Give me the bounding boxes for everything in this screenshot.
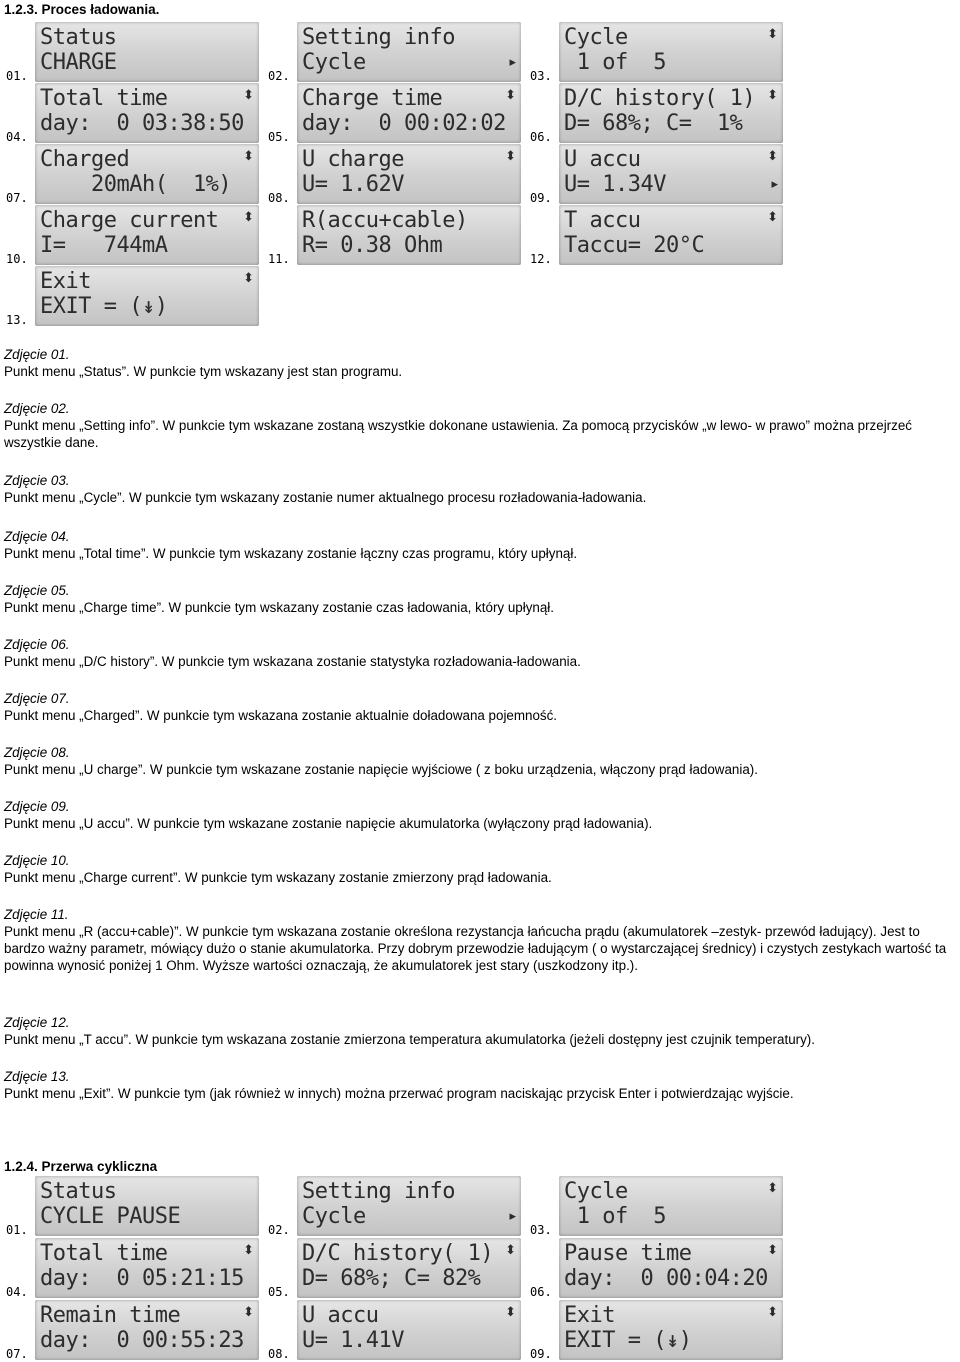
lcd-photo — [266, 22, 528, 84]
photo-description-text: Punkt menu „Status”. W punkcie tym wskazany jest stan programu. — [4, 364, 403, 379]
section-title-charging: 1.2.3. Proces ładowania. — [4, 2, 160, 17]
photo-description — [4, 346, 956, 380]
right-arrow-icon: ▸ — [771, 177, 778, 192]
photo-description — [4, 852, 956, 886]
lcd-line-2: U= 1.41V — [302, 1328, 404, 1353]
lcd-line-2: Cycle — [302, 50, 366, 75]
lcd-photo — [266, 1238, 528, 1300]
lcd-line-2: Taccu= 20°C — [564, 233, 705, 258]
lcd-photo — [4, 1238, 266, 1300]
photo-number: 05. — [268, 1285, 290, 1299]
lcd-photo — [528, 1238, 790, 1300]
photo-description — [4, 906, 956, 974]
lcd-photo — [4, 144, 266, 206]
lcd-display — [297, 205, 521, 265]
lcd-line-2: U= 1.62V — [302, 172, 404, 197]
photo-caption: Zdjęcie 01. — [4, 347, 70, 362]
photo-description-text: Punkt menu „Cycle”. W punkcie tym wskazany zostanie numer aktualnego procesu rozładowania-ładowania. — [4, 490, 647, 505]
lcd-line-2: CHARGE — [40, 50, 117, 75]
photo-caption: Zdjęcie 02. — [4, 401, 70, 416]
photo-number: 02. — [268, 69, 290, 83]
section-title-cycle-pause: 1.2.4. Przerwa cykliczna — [4, 1159, 158, 1174]
lcd-photo — [528, 1300, 790, 1362]
lcd-display — [559, 1238, 783, 1298]
photo-caption: Zdjęcie 08. — [4, 745, 70, 760]
updown-arrow-icon: ⬍ — [767, 1181, 778, 1196]
updown-arrow-icon: ⬍ — [243, 88, 254, 103]
lcd-line-1: Total time — [40, 86, 168, 111]
photo-description-text: Punkt menu „Charge time”. W punkcie tym wskazany zostanie czas ładowania, który upłynął. — [4, 600, 554, 615]
lcd-line-2: D= 68%; C= 1% — [564, 111, 743, 136]
lcd-display — [559, 1176, 783, 1236]
lcd-photo — [266, 144, 528, 206]
photo-caption: Zdjęcie 12. — [4, 1015, 70, 1030]
photo-caption: Zdjęcie 11. — [4, 907, 69, 922]
photo-description-text: Punkt menu „Total time”. W punkcie tym wskazany zostanie łączny czas programu, który upłynął. — [4, 546, 578, 561]
photo-description — [4, 472, 956, 506]
lcd-line-1: D/C history( 1) — [564, 86, 756, 111]
lcd-display — [35, 266, 259, 326]
lcd-line-1: U accu — [302, 1303, 379, 1328]
lcd-line-1: Cycle — [564, 1179, 628, 1204]
photo-number: 02. — [268, 1223, 290, 1237]
lcd-photo — [266, 1300, 528, 1362]
photo-number: 10. — [6, 252, 28, 266]
photo-number: 08. — [268, 191, 290, 205]
lcd-line-2: 1 of 5 — [564, 1204, 666, 1229]
lcd-line-2: R= 0.38 Ohm — [302, 233, 443, 258]
lcd-line-1: Status — [40, 25, 117, 50]
lcd-display — [35, 1176, 259, 1236]
lcd-line-1: T accu — [564, 208, 641, 233]
photo-number: 03. — [530, 69, 552, 83]
lcd-display — [559, 1300, 783, 1360]
lcd-display — [35, 22, 259, 82]
photo-description-text: Punkt menu „D/C history”. W punkcie tym wskazana zostanie statystyka rozładowania-ładowania. — [4, 654, 581, 669]
photo-description — [4, 1068, 956, 1102]
photo-description-text: Punkt menu „R (accu+cable)”. W punkcie tym wskazana zostanie określona rezystancja łańcucha prądu (akumulatorek –zestyk- przewód ładujący). Jest to bardzo ważny parametr, mówiący dużo o stanie akumulatorka. Przy dobrym przewodzie ładującym ( o wystarczającej średnicy) i czystych zestykach wartość ta powinna wynosić poniżej 1 Ohm. Wyższe wartości oznaczają, że akumulatorek jest stary (uszkodzony itp.). — [4, 924, 947, 973]
lcd-photo — [528, 205, 790, 267]
lcd-line-1: Status — [40, 1179, 117, 1204]
photo-number: 01. — [6, 69, 28, 83]
updown-arrow-icon: ⬍ — [767, 27, 778, 42]
lcd-line-1: U charge — [302, 147, 404, 172]
updown-arrow-icon: ⬍ — [505, 149, 516, 164]
photo-number: 07. — [6, 1347, 28, 1361]
lcd-line-1: Exit — [40, 269, 91, 294]
photo-description — [4, 798, 956, 832]
lcd-photo — [528, 22, 790, 84]
lcd-photo — [4, 1300, 266, 1362]
updown-arrow-icon: ⬍ — [243, 1305, 254, 1320]
photo-number: 06. — [530, 1285, 552, 1299]
photo-caption: Zdjęcie 13. — [4, 1069, 70, 1084]
lcd-line-1: Setting info — [302, 1179, 455, 1204]
lcd-line-2: day: 0 03:38:50 — [40, 111, 244, 136]
lcd-line-2: U= 1.34V — [564, 172, 666, 197]
lcd-photo — [4, 83, 266, 145]
lcd-line-2: day: 0 00:02:02 — [302, 111, 506, 136]
updown-arrow-icon: ⬍ — [243, 271, 254, 286]
right-arrow-icon: ▸ — [509, 55, 516, 70]
lcd-line-1: R(accu+cable) — [302, 208, 468, 233]
lcd-line-2: day: 0 00:55:23 — [40, 1328, 244, 1353]
lcd-photo — [4, 1176, 266, 1238]
lcd-display — [559, 22, 783, 82]
lcd-screens-grid-cycle-pause — [4, 1176, 788, 1360]
lcd-line-1: Setting info — [302, 25, 455, 50]
lcd-line-2: day: 0 00:04:20 — [564, 1266, 768, 1291]
photo-description-text: Punkt menu „Setting info”. W punkcie tym wskazane zostaną wszystkie dokonane ustawienia. Za pomocą przycisków „w lewo- w prawo” można przejrzeć wszystkie dane. — [4, 418, 912, 450]
lcd-display — [297, 83, 521, 143]
lcd-display — [35, 144, 259, 204]
lcd-line-2: 1 of 5 — [564, 50, 666, 75]
photo-caption: Zdjęcie 04. — [4, 529, 70, 544]
updown-arrow-icon: ⬍ — [243, 1243, 254, 1258]
updown-arrow-icon: ⬍ — [767, 1243, 778, 1258]
lcd-photo — [4, 205, 266, 267]
lcd-line-1: Charge time — [302, 86, 443, 111]
photo-description-text: Punkt menu „Exit”. W punkcie tym (jak również w innych) można przerwać program naciskając przycisk Enter i potwierdzając wyjście. — [4, 1086, 794, 1101]
lcd-line-1: Charge current — [40, 208, 219, 233]
lcd-display — [559, 205, 783, 265]
photo-number: 08. — [268, 1347, 290, 1361]
lcd-line-1: U accu — [564, 147, 641, 172]
lcd-display — [559, 144, 783, 204]
photo-description-text: Punkt menu „Charge current”. W punkcie tym wskazany zostanie zmierzony prąd ładowania. — [4, 870, 552, 885]
lcd-display — [35, 1238, 259, 1298]
photo-caption: Zdjęcie 05. — [4, 583, 70, 598]
lcd-display — [297, 1176, 521, 1236]
lcd-screens-grid-charging — [4, 22, 788, 327]
updown-arrow-icon: ⬍ — [767, 88, 778, 103]
photo-description-text: Punkt menu „U charge”. W punkcie tym wskazane zostanie napięcie wyjściowe ( z boku urządzenia, włączony prąd ładowania). — [4, 762, 758, 777]
lcd-photo — [4, 22, 266, 84]
lcd-display — [35, 205, 259, 265]
photo-description-text: Punkt menu „T accu”. W punkcie tym wskazana zostanie zmierzona temperatura akumulatorka (jeżeli dostępny jest czujnik temperatury). — [4, 1032, 815, 1047]
updown-arrow-icon: ⬍ — [767, 149, 778, 164]
lcd-photo — [528, 1176, 790, 1238]
lcd-line-2: day: 0 05:21:15 — [40, 1266, 244, 1291]
photo-description-text: Punkt menu „Charged”. W punkcie tym wskazana zostanie aktualnie doładowana pojemność. — [4, 708, 558, 723]
photo-number: 09. — [530, 1347, 552, 1361]
lcd-photo — [266, 205, 528, 267]
lcd-display — [297, 1300, 521, 1360]
photo-number: 05. — [268, 130, 290, 144]
photo-number: 07. — [6, 191, 28, 205]
updown-arrow-icon: ⬍ — [505, 1243, 516, 1258]
lcd-display — [559, 83, 783, 143]
photo-description — [4, 690, 956, 724]
lcd-photo — [4, 266, 266, 328]
lcd-line-2: Cycle — [302, 1204, 366, 1229]
lcd-line-2: EXIT = (↡) — [564, 1328, 692, 1353]
lcd-display — [35, 1300, 259, 1360]
lcd-line-2: 20mAh( 1%) — [40, 172, 232, 197]
updown-arrow-icon: ⬍ — [767, 210, 778, 225]
lcd-line-2: I= 744mA — [40, 233, 168, 258]
photo-number: 11. — [268, 252, 290, 266]
photo-caption: Zdjęcie 09. — [4, 799, 70, 814]
photo-number: 12. — [530, 252, 552, 266]
updown-arrow-icon: ⬍ — [505, 1305, 516, 1320]
photo-caption: Zdjęcie 06. — [4, 637, 70, 652]
photo-description — [4, 1014, 956, 1048]
lcd-line-1: Exit — [564, 1303, 615, 1328]
photo-caption: Zdjęcie 10. — [4, 853, 70, 868]
photo-description — [4, 528, 956, 562]
lcd-line-1: Remain time — [40, 1303, 181, 1328]
photo-description — [4, 744, 956, 778]
updown-arrow-icon: ⬍ — [243, 149, 254, 164]
lcd-photo — [266, 83, 528, 145]
photo-description — [4, 582, 956, 616]
updown-arrow-icon: ⬍ — [505, 88, 516, 103]
lcd-display — [297, 22, 521, 82]
lcd-line-1: Charged — [40, 147, 130, 172]
updown-arrow-icon: ⬍ — [767, 1305, 778, 1320]
lcd-line-1: Pause time — [564, 1241, 692, 1266]
lcd-line-1: D/C history( 1) — [302, 1241, 494, 1266]
photo-number: 01. — [6, 1223, 28, 1237]
photo-description — [4, 400, 956, 451]
lcd-display — [297, 144, 521, 204]
updown-arrow-icon: ⬍ — [243, 210, 254, 225]
lcd-display — [35, 83, 259, 143]
lcd-photo — [528, 83, 790, 145]
photo-description — [4, 636, 956, 670]
lcd-line-1: Cycle — [564, 25, 628, 50]
lcd-line-2: CYCLE PAUSE — [40, 1204, 181, 1229]
lcd-line-2: EXIT = (↡) — [40, 294, 168, 319]
lcd-line-1: Total time — [40, 1241, 168, 1266]
photo-number: 04. — [6, 1285, 28, 1299]
photo-number: 09. — [530, 191, 552, 205]
lcd-display — [297, 1238, 521, 1298]
photo-number: 03. — [530, 1223, 552, 1237]
photo-description-text: Punkt menu „U accu”. W punkcie tym wskazane zostanie napięcie akumulatorka (wyłączony prąd ładowania). — [4, 816, 653, 831]
photo-caption: Zdjęcie 07. — [4, 691, 70, 706]
right-arrow-icon: ▸ — [509, 1209, 516, 1224]
photo-number: 04. — [6, 130, 28, 144]
photo-caption: Zdjęcie 03. — [4, 473, 70, 488]
lcd-line-2: D= 68%; C= 82% — [302, 1266, 481, 1291]
photo-number: 06. — [530, 130, 552, 144]
photo-number: 13. — [6, 313, 28, 327]
lcd-photo — [528, 144, 790, 206]
lcd-photo — [266, 1176, 528, 1238]
